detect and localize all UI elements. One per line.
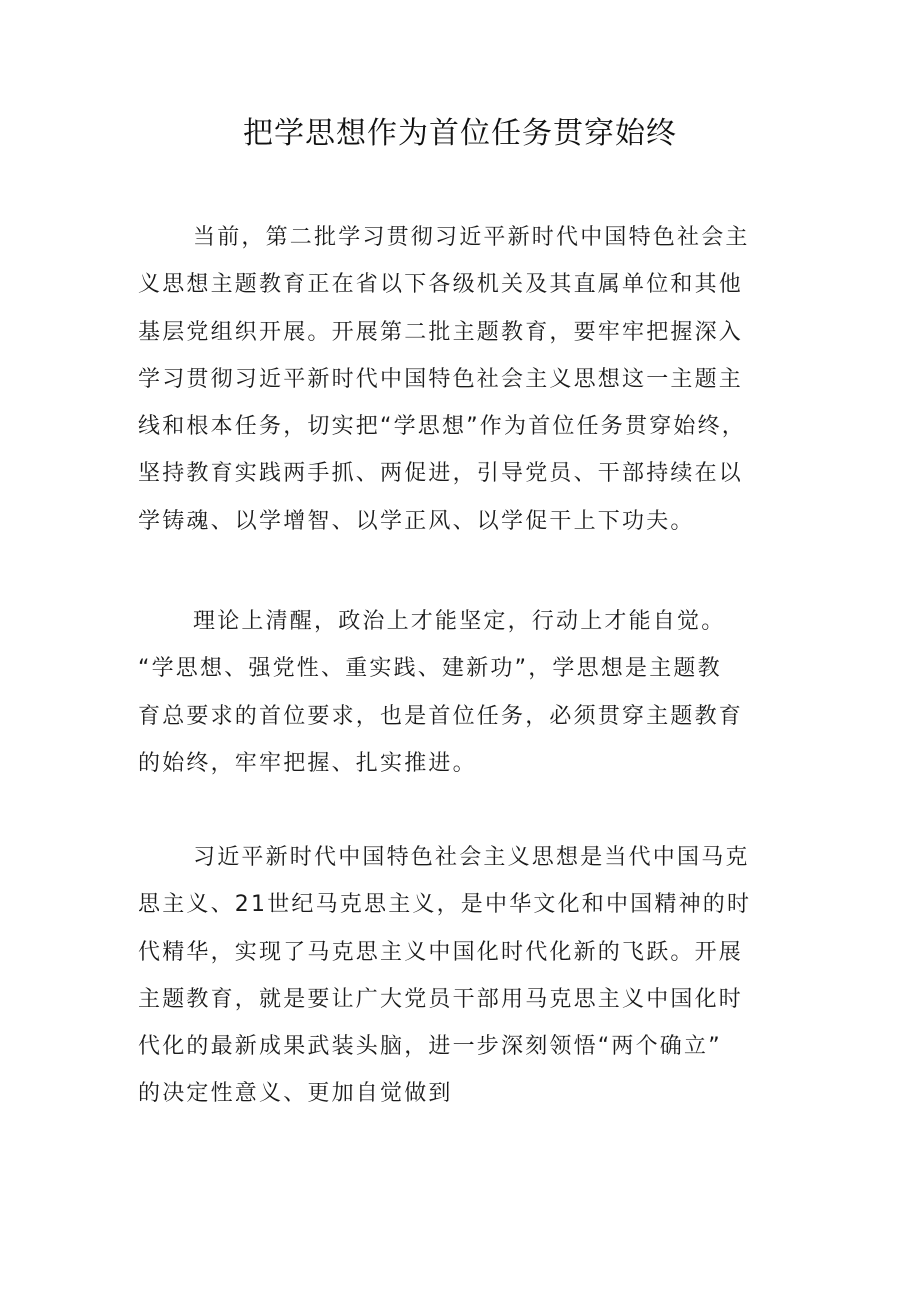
paragraph-line: 代化的最新成果武装头脑，进一步深刻领悟“两个确立”: [138, 1034, 722, 1060]
paragraph-line: 的决定性意义、更加自觉做到: [138, 1081, 453, 1107]
paragraph-line: 基层党组织开展。开展第二批主题教育，要牢牢把握深入: [138, 319, 744, 345]
paragraph-line: 线和根本任务，切实把“学思想”作为首位任务贯穿始终，: [138, 414, 746, 440]
paragraph-line: 主题教育，就是要让广大党员干部用马克思主义中国化时: [138, 986, 744, 1012]
paragraph-line: 习近平新时代中国特色社会主义思想是当代中国马克: [193, 845, 750, 870]
paragraph-line: 的始终，牢牢把握、扎实推进。: [138, 750, 477, 776]
paragraph-line: 育总要求的首位要求，也是首位任务，必须贯穿主题教育: [138, 703, 744, 729]
paragraph-3: [138, 834, 798, 1118]
paragraph-line: 思主义、21世纪马克思主义，是中华文化和中国精神的时: [138, 892, 752, 918]
paragraph-line: 义思想主题教育正在省以下各级机关及其直属单位和其他: [138, 272, 744, 298]
document-title: 把学思想作为首位任务贯穿始终: [243, 116, 677, 151]
paragraph-line: 学铸魂、以学增智、以学正风、以学促干上下功夫。: [138, 508, 695, 534]
paragraph-line: 学习贯彻习近平新时代中国特色社会主义思想这一主题主: [138, 366, 744, 392]
paragraph-line: 坚持教育实践两手抓、两促进，引导党员、干部持续在以: [138, 461, 744, 487]
paragraph-1: [138, 214, 798, 545]
paragraph-line: 当前，第二批学习贯彻习近平新时代中国特色社会主: [193, 225, 750, 250]
paragraph-line: 理论上清醒，政治上才能坚定，行动上才能自觉。: [193, 609, 726, 634]
paragraph-line: “学思想、强党性、重实践、建新功”，学思想是主题教: [138, 656, 722, 682]
paragraph-2: [138, 598, 798, 787]
paragraph-line: 代精华，实现了马克思主义中国化时代化新的飞跃。开展: [138, 939, 744, 965]
